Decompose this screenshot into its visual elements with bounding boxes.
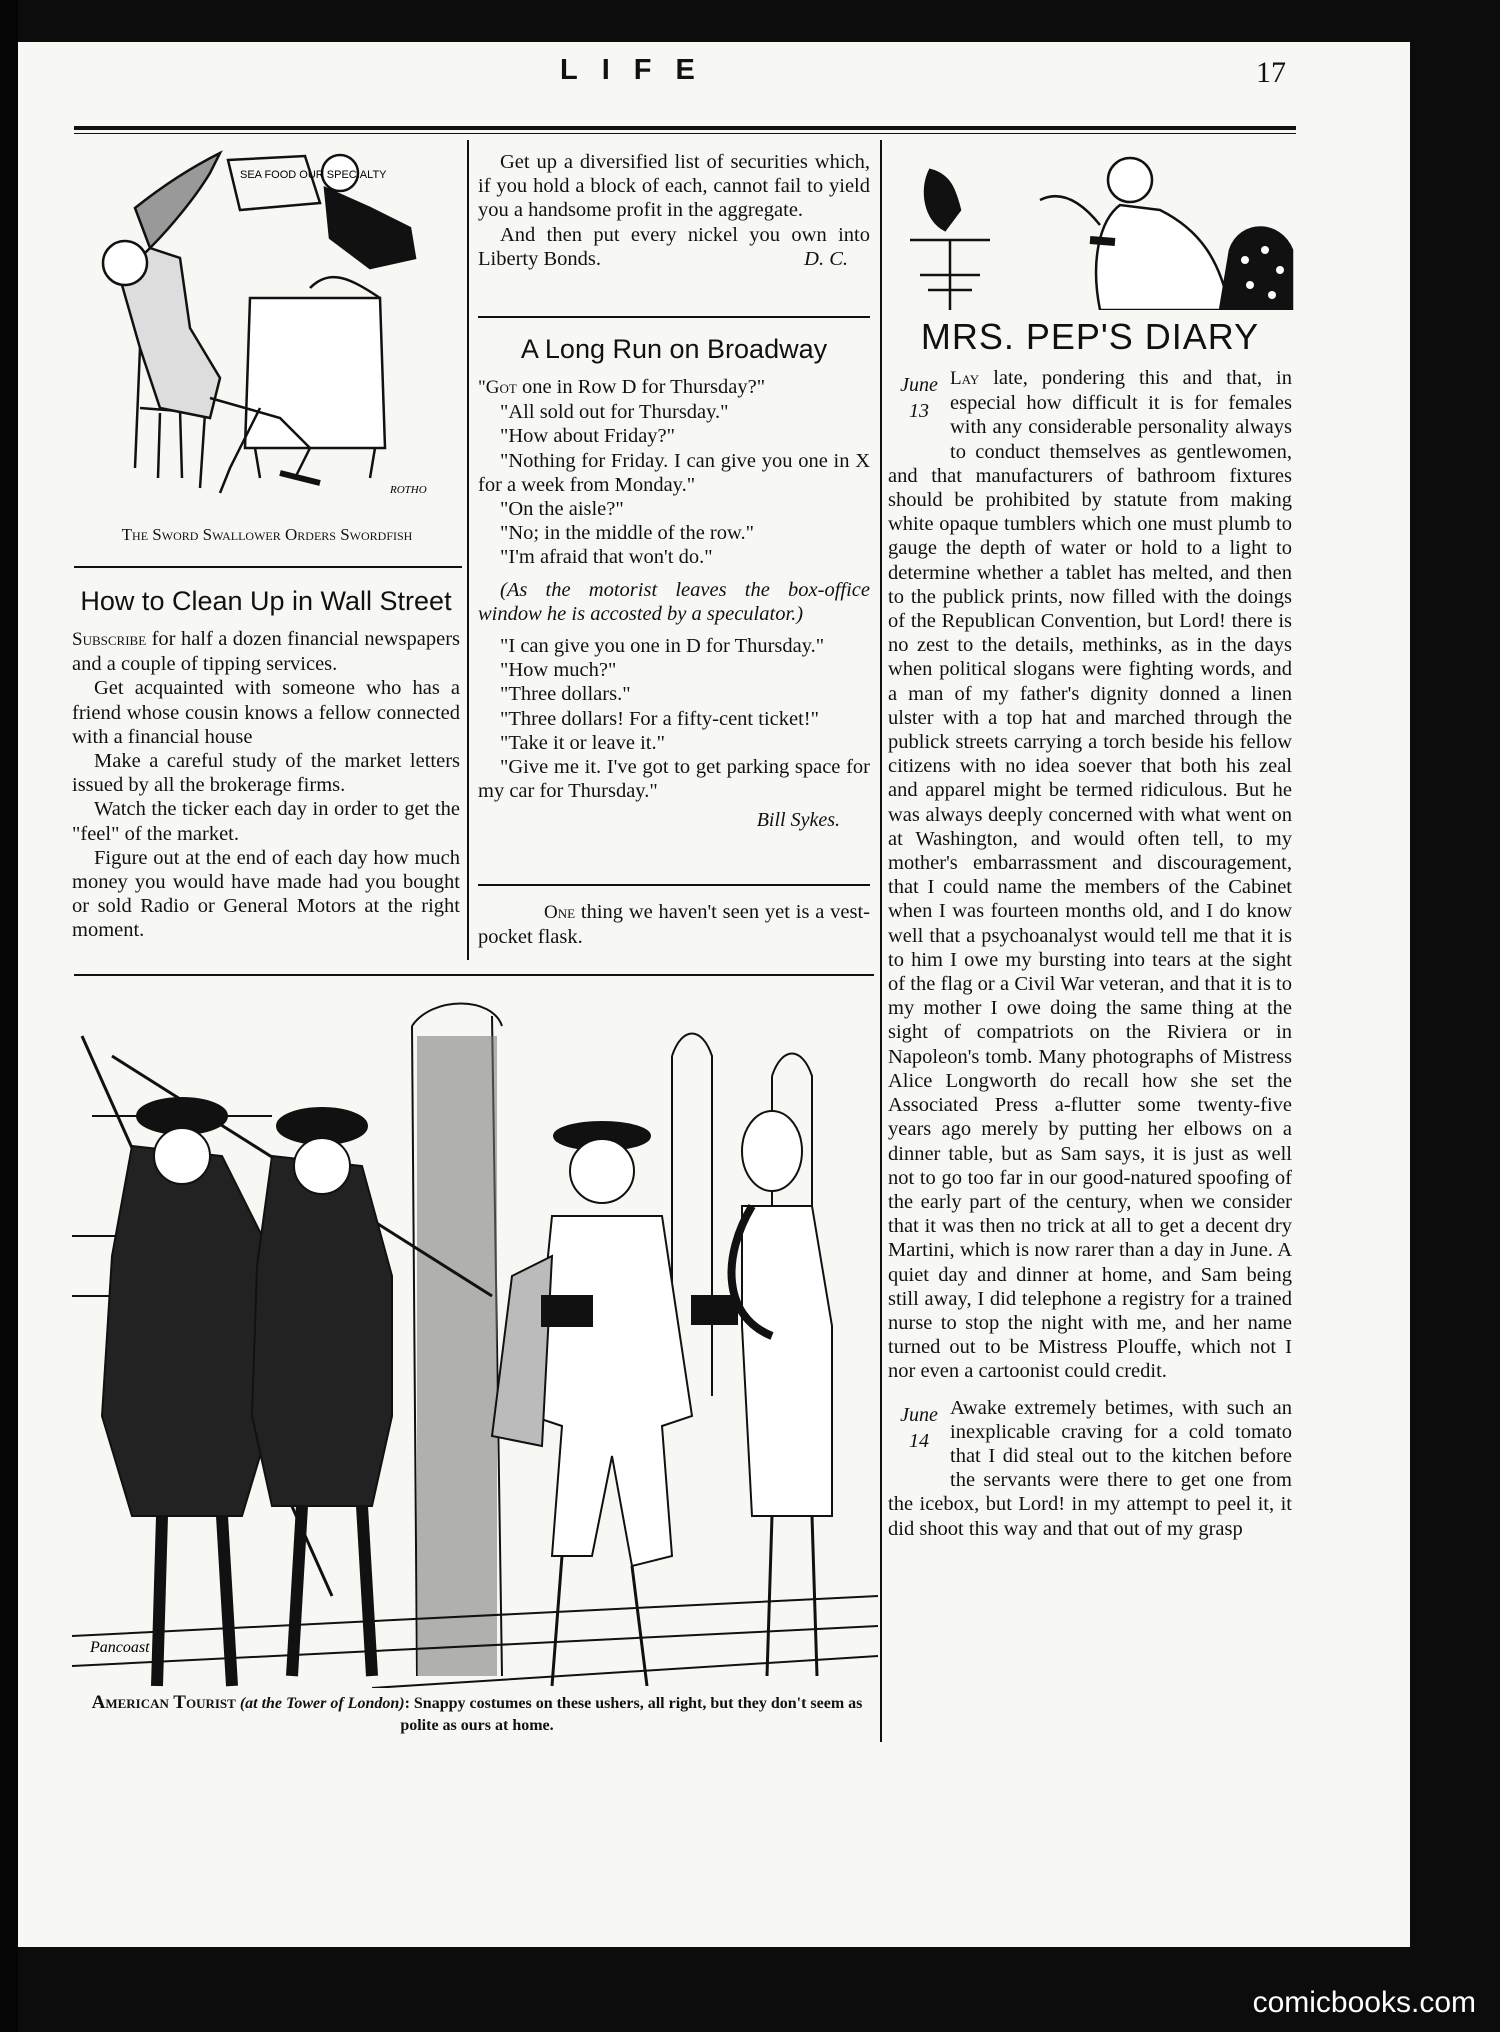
wall-street-article xyxy=(72,586,460,943)
sword-swallower-cartoon xyxy=(80,148,460,510)
broadway-l9: "How much?" xyxy=(500,659,617,682)
caption-speaker: American Tourist xyxy=(91,1692,236,1713)
broadway-l4: "Nothing for Friday. I can give you one in X for a week from Monday." xyxy=(478,449,870,496)
lead-word: One xyxy=(544,902,576,923)
broadway-l8: "I can give you one in D for Thursday." xyxy=(500,635,825,658)
lead-word: Subscribe xyxy=(72,629,147,650)
mrs-peps-diary xyxy=(888,316,1292,1541)
broadway-l6: "No; in the middle of the row." xyxy=(500,522,754,545)
column-rule-2 xyxy=(880,140,882,1742)
diary-title: MRS. PEP'S DIARY xyxy=(920,316,1260,357)
broadway-l7: "I'm afraid that won't do." xyxy=(500,546,713,569)
article-signature: D. C. xyxy=(804,247,848,270)
section-rule-1 xyxy=(74,566,462,568)
column-rule-1 xyxy=(467,140,469,960)
diary-header-illustration xyxy=(900,150,1296,310)
wall-street-p3: Make a careful study of the market letters issued by all the brokerage firms. xyxy=(72,750,460,797)
cartoon2-caption xyxy=(74,1692,880,1737)
cartoon1-caption-text: The Sword Swallower Orders Swordfish xyxy=(121,525,413,544)
tower-of-london-cartoon xyxy=(72,996,878,1688)
cartoon1-caption xyxy=(70,524,464,546)
entry-day: 13 xyxy=(909,400,929,422)
site-watermark: comicbooks.com xyxy=(1252,1986,1476,2019)
article-signature: Bill Sykes. xyxy=(756,809,840,832)
magazine-title: LIFE xyxy=(560,54,719,86)
entry-day: 14 xyxy=(909,1429,929,1452)
article-title: A Long Run on Broadway xyxy=(520,334,828,364)
broadway-l13: "Give me it. I've got to get parking space for my car for Thursday." xyxy=(478,756,870,803)
wall-street-p4: Watch the ticker each day in order to get the "feel" of the market. xyxy=(72,798,460,845)
securities-article-end xyxy=(478,150,870,271)
flask-text: thing we haven't seen yet is a vest-pocket flask. xyxy=(478,901,870,949)
entry-month: June xyxy=(900,1403,938,1426)
broadway-stage-direction: (As the motorist leaves the box-office window he is accosted by a speculator.) xyxy=(478,578,870,625)
sign-text: SEA FOOD OUR SPECIALTY xyxy=(240,169,387,181)
cartoonist-signature: ROTHO xyxy=(390,484,427,496)
broadway-l3: "How about Friday?" xyxy=(500,425,676,448)
securities-p2-text: And then put every nickel you own into Liberty Bonds. xyxy=(478,223,870,270)
caption-setting: (at the Tower of London) xyxy=(239,1695,405,1712)
header-rule xyxy=(74,126,1296,130)
entry-text: Awake extremely betimes, with such an inexplicable craving for a cold tomato that I did steal out to the kitchen before the servants were there to get one from the icebox, but Lord! in my attempt to peel it, it did shoot this way and that out of my grasp xyxy=(888,1396,1292,1540)
section-rule-bottom xyxy=(74,974,874,976)
broadway-l12: "Take it or leave it." xyxy=(500,731,666,754)
lead-word: Lay xyxy=(950,368,980,389)
lead-word: "Got xyxy=(478,377,517,398)
diary-entry-june-14 xyxy=(888,1396,1292,1541)
page-number: 17 xyxy=(1256,56,1286,89)
wall-street-p5: Figure out at the end of each day how much money you would have made had you bought or sold Radio or General Motors at the right moment. xyxy=(72,846,460,942)
broadway-article xyxy=(478,334,870,832)
securities-p1: Get up a diversified list of securities which, if you hold a block of each, cannot fail to yield you a handsome profit in the aggregate. xyxy=(478,151,870,222)
entry-month: June xyxy=(900,374,938,396)
wall-street-p2: Get acquainted with someone who has a friend whose cousin knows a fellow connected with a financial house xyxy=(72,677,460,748)
cartoonist-signature: Pancoast xyxy=(90,1639,150,1656)
entry-text: late, pondering this and that, in especial how difficult it is for females with any considerable personality always to conduct themselves as gentlewomen, and that manufacturers of bathroom fixtures should be prohibited by statute from making white opaque tumblers which one must plumb to gauge the depth of water or hold to a light to determine whether a tablet has melted, and then to the publick prints, now filled with the doings of the Republican Convention, but Lord! there is no zest to the details, methinks, as in the days when political slogans were fighting words, and a man of my father's dignity donned a linen ulster with a top hat and marched through the publick streets carrying a torch beside his fellow citizens with no idea soever that both his zeal and apparel might be termed ridiculous. But he was always deeply concerned with what went on at Washington, and would often tell, to my mother's embarrassment and discouragement, that I could name the members of the Cabinet when I was fourteen months old, and I do know well that a psychoanalyst would tell me that it is to him I owe my bursting into tears at the sight of the flag or a Civil War veteran, and that it is to my mother I owe doing the same thing at the sight of compatriots on the Riviera or in Napoleon's tomb. Many photographs of Mistress Alice Longworth do recall how she set the Associated Press a-flutter some twenty-five years ago merely by putting her elbows on a dinner table, but as Sam says, it is just as well not to go too far in our good-natured spoofing of the early part of the century, when we consider that it was then no trick at all to get a decent dry Martini, which is now rarer than a day in June. A quiet day and dinner at home, and Sam being still away, I did telephone a registry for a trained nurse to stop the night with me, and her name turned out to be Mistress Plouffe, which not I nor even a cartoonist could credit. xyxy=(888,367,1292,1383)
flask-filler xyxy=(478,900,870,949)
broadway-l10: "Three dollars." xyxy=(500,683,631,706)
broadway-l1: one in Row D for Thursday?" xyxy=(516,376,766,398)
broadway-l2: "All sold out for Thursday." xyxy=(500,401,729,424)
entry-date xyxy=(888,366,950,446)
binding-edge xyxy=(0,0,18,2032)
header-rule-thin xyxy=(74,133,1296,134)
section-rule-3 xyxy=(478,884,870,886)
section-rule-2 xyxy=(478,316,870,318)
entry-date xyxy=(888,1396,950,1476)
broadway-l11: "Three dollars! For a fifty-cent ticket!" xyxy=(500,707,819,730)
broadway-l5: "On the aisle?" xyxy=(500,498,624,521)
article-title: How to Clean Up in Wall Street xyxy=(80,586,452,616)
wall-street-p1: for half a dozen financial newspapers and a couple of tipping services. xyxy=(72,628,460,676)
diary-entry-june-13 xyxy=(888,366,1292,1384)
securities-p2 xyxy=(478,223,870,271)
caption-text: : Snappy costumes on these ushers, all right, but they don't seem as polite as ours at home. xyxy=(400,1695,863,1734)
